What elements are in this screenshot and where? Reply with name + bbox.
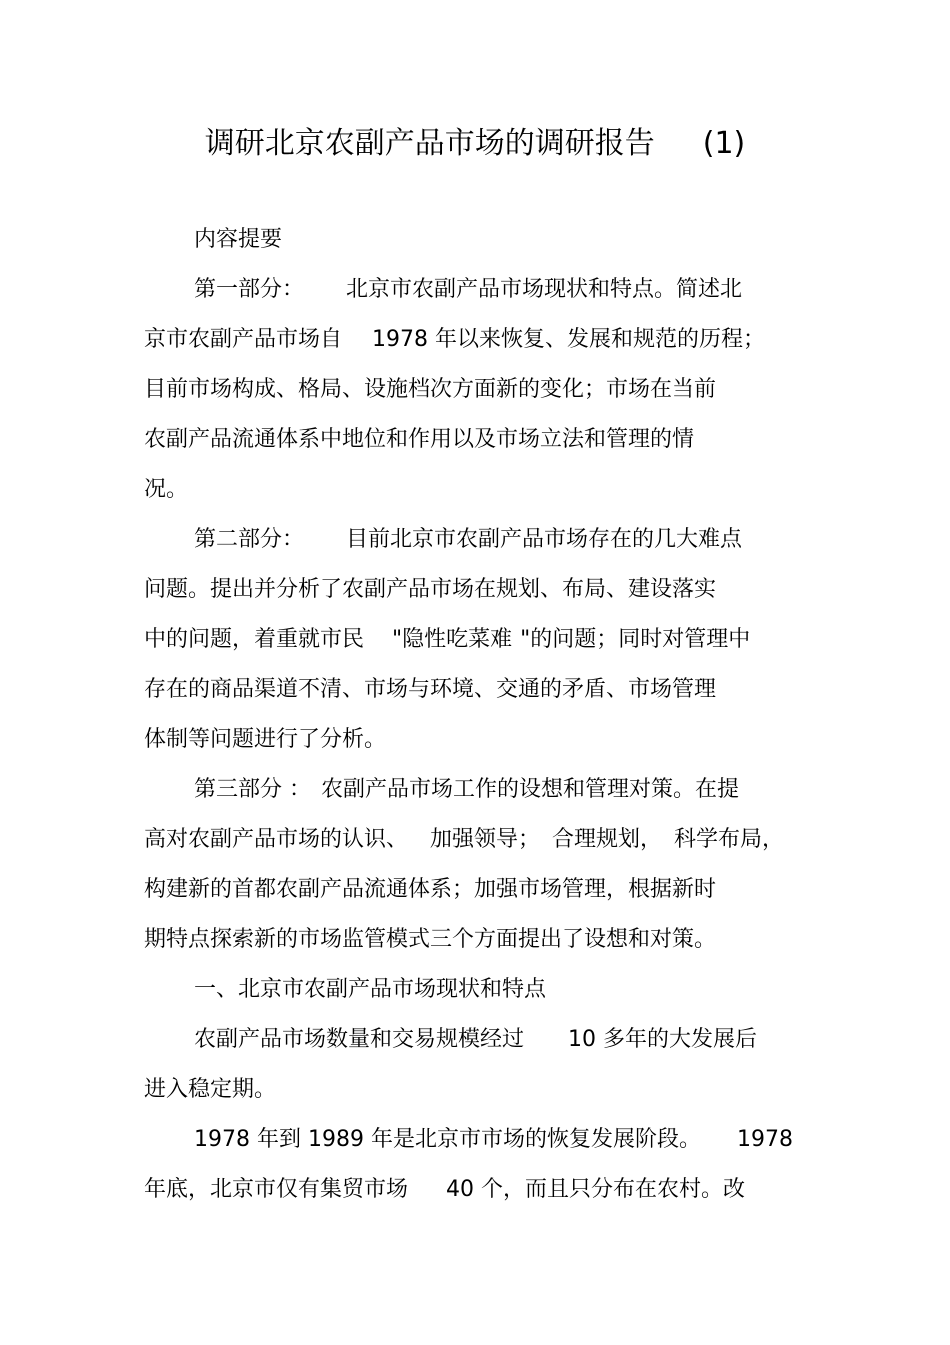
text-segment: 农副产品市场工作的设想和管理对策。在提 <box>321 777 740 802</box>
text-segment: 一、北京市农副产品市场现状和特点 <box>194 977 547 1002</box>
part-label: 第二部分： <box>194 527 305 552</box>
paragraph-line <box>194 1024 757 1056</box>
paragraph-line <box>144 1174 745 1206</box>
text-segment: 构建新的首都农副产品流通体系；加强市场管理，根据新时 <box>144 877 717 902</box>
text-segment: 10 多年的大发展后 <box>568 1027 758 1052</box>
text-segment: 加强领导； <box>430 827 541 852</box>
title-text: 调研北京农副产品市场的调研报告 <box>204 126 655 161</box>
summary-heading <box>194 224 282 256</box>
paragraph-line <box>194 1124 793 1156</box>
text-segment: 京市农副产品市场自 <box>144 327 343 352</box>
text-segment: 问题。提出并分析了农副产品市场在规划、布局、建设落实 <box>144 577 717 602</box>
text-segment: 北京市农副产品市场现状和特点。简述北 <box>346 277 743 302</box>
document-title <box>0 118 950 170</box>
text-segment: 存在的商品渠道不清、市场与环境、交通的矛盾、市场管理 <box>144 677 717 702</box>
text-segment: 农副产品市场数量和交易规模经过 <box>194 1027 525 1052</box>
text-segment: 年底，北京市仅有集贸市场 <box>144 1177 409 1202</box>
text-segment: 科学布局， <box>674 827 785 852</box>
paragraph-line <box>194 524 742 556</box>
text-segment: "隐性吃菜难 <box>392 627 513 652</box>
text-segment: 1978 年到 1989 年是北京市市场的恢复发展阶段。 <box>194 1127 701 1152</box>
paragraph-line <box>144 424 694 456</box>
paragraph-line <box>194 774 739 806</box>
text-segment: 目前市场构成、格局、设施档次方面新的变化；市场在当前 <box>144 377 717 402</box>
paragraph-line <box>144 324 765 356</box>
text-segment: 40 个，而且只分布在农村。改 <box>446 1177 746 1202</box>
paragraph-line <box>144 924 716 956</box>
paragraph-line <box>144 474 188 506</box>
text-segment: 农副产品流通体系中地位和作用以及市场立法和管理的情 <box>144 427 695 452</box>
paragraph-line <box>144 724 386 756</box>
paragraph-line <box>144 874 716 906</box>
text-segment: 况。 <box>144 477 189 502</box>
text-segment: 1978 <box>736 1127 793 1152</box>
paragraph-line <box>144 824 784 856</box>
text-segment: 目前北京市农副产品市场存在的几大难点 <box>346 527 743 552</box>
text-segment: 1978 年以来恢复、发展和规范的历程； <box>372 327 765 352</box>
text-segment: 体制等问题进行了分析。 <box>144 727 387 752</box>
paragraph-line <box>144 574 716 606</box>
paragraph-line <box>144 624 750 656</box>
text-segment: 合理规划， <box>552 827 663 852</box>
text-segment: 高对农副产品市场的认识、 <box>144 827 409 852</box>
section-heading <box>194 974 546 1006</box>
text-segment: "的问题；同时对管理中 <box>520 627 751 652</box>
paragraph-line <box>144 374 716 406</box>
paragraph-line <box>144 1074 276 1106</box>
text-segment: 进入稳定期。 <box>144 1077 277 1102</box>
part-label: 第一部分： <box>194 277 305 302</box>
part-label: 第三部分 ： <box>194 777 311 802</box>
text-segment: 中的问题，着重就市民 <box>144 627 365 652</box>
text-segment: 期特点探索新的市场监管模式三个方面提出了设想和对策。 <box>144 927 717 952</box>
text-segment: 内容提要 <box>194 227 283 252</box>
title-suffix: (1) <box>702 126 746 161</box>
paragraph-line <box>144 674 716 706</box>
paragraph-line <box>194 274 742 306</box>
